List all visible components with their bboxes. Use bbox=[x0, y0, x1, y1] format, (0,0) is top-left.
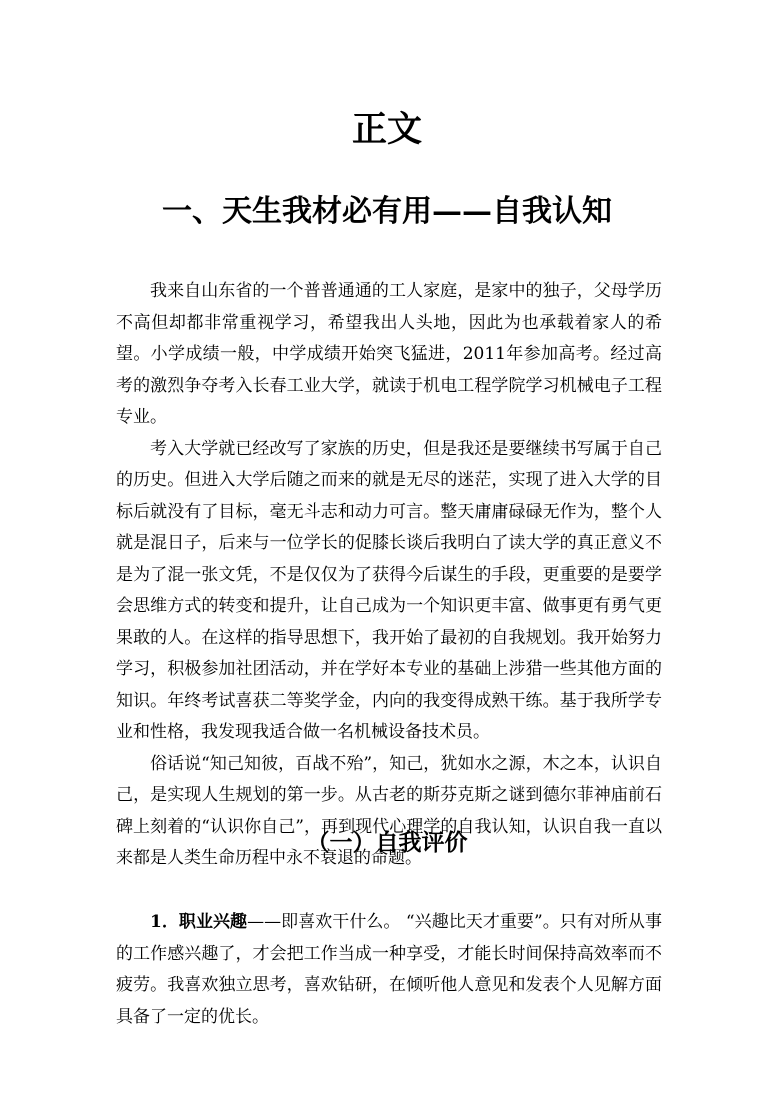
section-heading: 一、天生我材必有用——自我认知 bbox=[162, 194, 612, 229]
item-number: 1． bbox=[150, 912, 179, 932]
document-title: 正文 bbox=[351, 109, 422, 150]
body-text-section-1 bbox=[116, 276, 662, 875]
paragraph-self-knowledge: 俗话说“知己知彼，百战不殆”，知己，犹如水之源，木之本，认识自己，是实现人生规划的第一步。从古老的斯芬克斯之谜到德尔菲神庙前石碑上刻着的“认识你自己”，再到现代心理学的自我认知，认识自我一直以来都是人类生命历程中永不衰退的命题。 bbox=[116, 753, 662, 868]
item-text: ——即喜欢干什么。 “兴趣比天才重要”。只有对所从事的工作感兴趣了，才会把工作当成一种享受，才能长时间保持高效率而不疲劳。我喜欢独立思考，喜欢钻研，在倾听他人意见和发表个人见解方面具备了一定的优长。 bbox=[116, 912, 662, 1027]
body-text-section-2 bbox=[116, 907, 662, 1033]
item-heading: 职业兴趣 bbox=[178, 912, 248, 932]
subsection-heading: （一）自我评价 bbox=[306, 829, 468, 856]
list-item bbox=[116, 907, 662, 1033]
paragraph-background: 我来自山东省的一个普普通通的工人家庭，是家中的独子，父母学历不高但却都非常重视学习，希望我出人头地，因此为也承载着家人的希望。小学成绩一般，中学成绩开始突飞猛进，2011年参加高考。经过高考的激烈争夺考入长春工业大学，就读于机电工程学院学习机械电子工程专业。 bbox=[116, 281, 662, 427]
paragraph-university: 考入大学就已经改写了家族的历史，但是我还是要继续书写属于自己的历史。但进入大学后随之而来的就是无尽的迷茫，实现了进入大学的目标后就没有了目标，毫无斗志和动力可言。整天庸庸碌碌无作为，整个人就是混日子，后来与一位学长的促膝长谈后我明白了读大学的真正意义不是为了混一张文凭，不是仅仅为了获得今后谋生的手段，更重要的是要学会思维方式的转变和提升，让自己成为一个知识更丰富、做事更有勇气更果敢的人。在这样的指导思想下，我开始了最初的自我规划。我开始努力学习，积极参加社团活动，并在学好本专业的基础上涉猎一些其他方面的知识。年终考试喜获二等奖学金，内向的我变得成熟干练。基于我所学专业和性格，我发现我适合做一名机械设备技术员。 bbox=[116, 438, 662, 742]
